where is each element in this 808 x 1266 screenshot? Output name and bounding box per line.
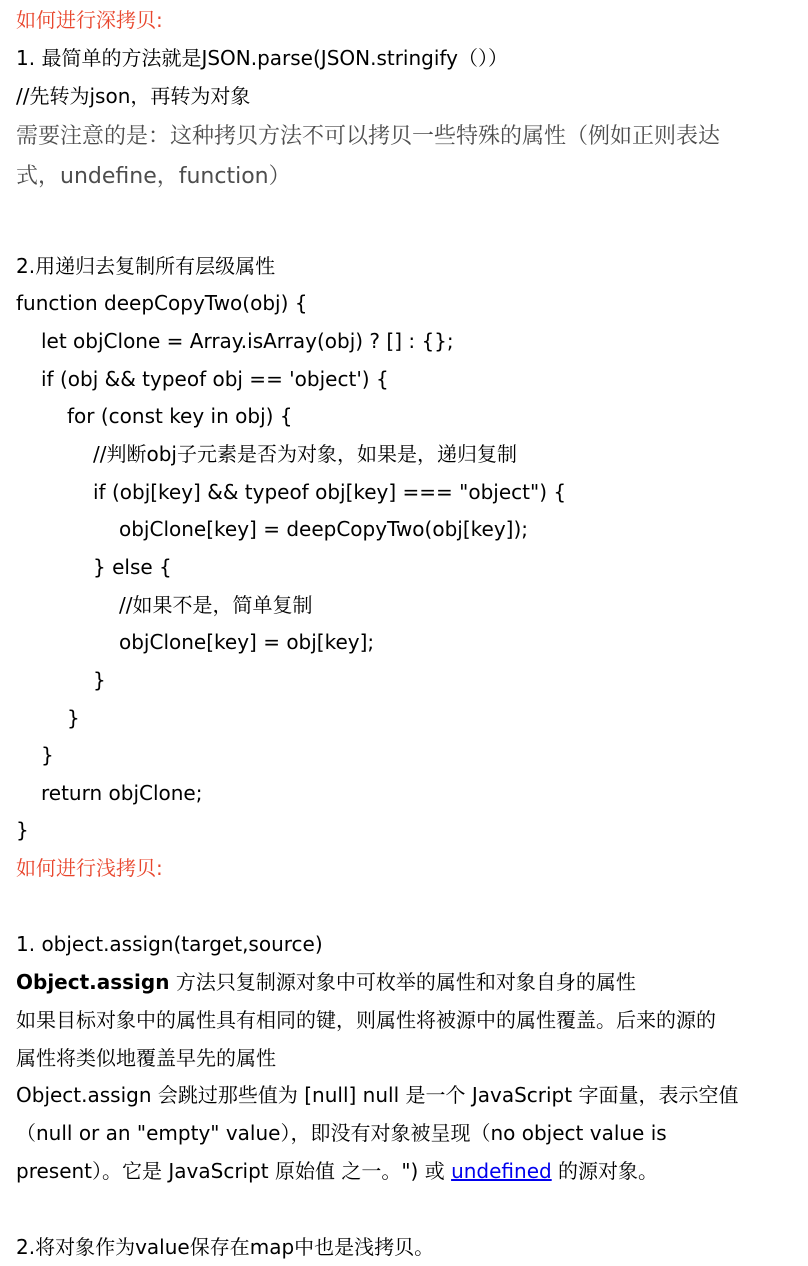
skip-line1: Object.assign 会跳过那些值为 [null] null 是一个 JavaScript 字面量，表示空值 xyxy=(16,1083,739,1107)
code-line: if (obj && typeof obj == 'object') { xyxy=(41,367,389,391)
deep-copy-method2-title: 2.用递归去复制所有层级属性 xyxy=(16,254,276,278)
deep-copy-method1-title: 1. 最简单的方法就是JSON.parse(JSON.stringify（）） xyxy=(16,46,508,70)
assign-desc-text: 方法只复制源对象中可枚举的属性和对象自身的属性 xyxy=(169,970,636,994)
code-line: for (const key in obj) { xyxy=(67,404,293,428)
code-comment-line: //判断obj子元素是否为对象，如果是，递归复制 xyxy=(93,442,517,466)
code-line: } xyxy=(93,668,106,692)
code-line: } else { xyxy=(93,555,172,579)
code-comment-line: //如果不是，简单复制 xyxy=(119,593,313,617)
skip-line2: （null or an "empty" value），即没有对象被呈现（no object value is xyxy=(16,1121,667,1145)
assign-description xyxy=(16,967,636,997)
undefined-link[interactable]: undefined xyxy=(451,1159,552,1183)
deep-copy-method1-comment: //先转为json，再转为对象 xyxy=(16,84,251,108)
code-line: } xyxy=(41,743,54,767)
deep-copy-note-line2: 式，undefine，function） xyxy=(16,164,291,189)
shallow-copy-heading: 如何进行浅拷贝: xyxy=(16,856,163,880)
code-line: function deepCopyTwo(obj) { xyxy=(16,291,308,315)
code-line: return objClone; xyxy=(41,781,203,805)
code-line: } xyxy=(67,706,80,730)
deep-copy-note-line1: 需要注意的是：这种拷贝方法不可以拷贝一些特殊的属性（例如正则表达 xyxy=(16,124,721,149)
code-line: if (obj[key] && typeof obj[key] === "object") { xyxy=(93,480,567,504)
code-line: objClone[key] = deepCopyTwo(obj[key]); xyxy=(119,517,528,541)
assign-bold-term: Object.assign xyxy=(16,970,170,994)
override-line2: 属性将类似地覆盖早先的属性 xyxy=(16,1046,276,1070)
shallow-copy-method1-title: 1. object.assign(target,source) xyxy=(16,932,323,956)
code-line: objClone[key] = obj[key]; xyxy=(119,630,375,654)
code-line: let objClone = Array.isArray(obj) ? [] : {}; xyxy=(41,329,454,353)
deep-copy-heading: 如何进行深拷贝: xyxy=(16,8,163,32)
shallow-copy-method2-title: 2.将对象作为value保存在map中也是浅拷贝。 xyxy=(16,1235,435,1259)
skip-line3-after: 的源对象。 xyxy=(551,1159,659,1183)
override-line1: 如果目标对象中的属性具有相同的键，则属性将被源中的属性覆盖。后来的源的 xyxy=(16,1008,716,1032)
code-line: } xyxy=(16,818,29,842)
skip-line3 xyxy=(16,1156,658,1186)
skip-line3-before: present）。它是 JavaScript 原始值 之一。") 或 xyxy=(16,1159,452,1183)
